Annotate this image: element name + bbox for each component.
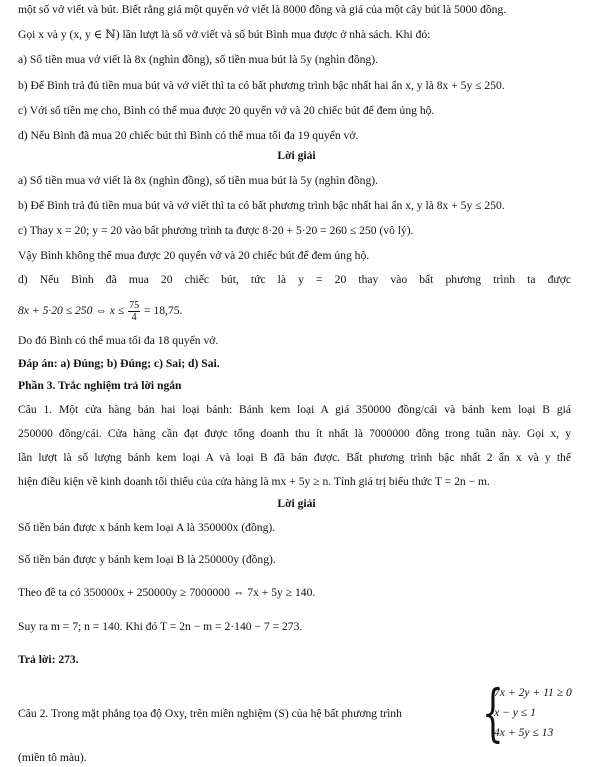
system-brace: { [482, 676, 504, 749]
solution-heading: Lời giải [277, 149, 316, 162]
text-line: a) Số tiền mua vở viết là 8x (nghìn đồng), số tiền mua bút là 5y (nghìn đồng). [18, 53, 379, 66]
text-line: một số vở viết và bút. Biết rằng giá một quyển vở viết là 8000 đồng và giá của một cây bút là 5000 đồng. [18, 3, 507, 16]
text-line: c) Với số tiền mẹ cho, Bình có thể mua được 20 quyển vở và 20 chiếc bút để đem ủng hộ. [18, 104, 435, 117]
text-line: Câu 1. Một cửa hàng bán hai loại bánh: Bánh kem loại A giá 350000 đồng/cái và bánh kem loại B giá [18, 403, 571, 416]
system-equation: x − y ≤ 1 [494, 706, 536, 719]
formula-fraction [128, 300, 140, 323]
text-line: b) Để Bình trả đủ tiền mua bút và vở viết thì ta có bất phương trình bậc nhất hai ẩn x, y là 8x + 5y ≤ 250. [18, 199, 505, 212]
text-line: Gọi x và y (x, y ∈ ℕ) lần lượt là số vở viết và số bút Bình mua được ở nhà sách. Khi đó: [18, 28, 431, 41]
text-line: d) Nếu Bình đã mua 20 chiếc bút, tức là y = 20 thay vào bất phương trình ta được [18, 273, 571, 286]
text-line: Do đó Bình có thể mua tối đa 18 quyển vở. [18, 334, 219, 347]
text-line: b) Để Bình trả đủ tiền mua bút và vở viết thì ta có bất phương trình bậc nhất hai ẩn x, y là 8x + 5y ≤ 250. [18, 79, 505, 92]
solution-heading: Lời giải [277, 497, 316, 510]
text-line: c) Thay x = 20; y = 20 vào bất phương trình ta được 8·20 + 5·20 = 260 ≤ 250 (vô lý). [18, 224, 414, 237]
system-equation: 7x + 2y + 11 ≥ 0 [494, 686, 572, 699]
text-line: Suy ra m = 7; n = 140. Khi đó T = 2n − m = 2·140 − 7 = 273. [18, 620, 303, 633]
text-line: lần lượt là số lượng bánh kem loại A và loại B đã bán được. Bất phương trình bậc nhất 2 ẩn x và y thể [18, 451, 571, 464]
text-line: hiện điều kiện về kinh doanh tối thiểu của cửa hàng là mx + 5y ≥ n. Tính giá trị biểu thức T = 2n − m. [18, 475, 490, 488]
answer-line: Trả lời: 273. [18, 653, 79, 666]
fraction-numerator: 75 [129, 299, 140, 311]
system-equation: 4x + 5y ≤ 13 [494, 726, 554, 739]
text-line: a) Số tiền mua vở viết là 8x (nghìn đồng), số tiền mua bút là 5y (nghìn đồng). [18, 174, 379, 187]
inequality-system [482, 676, 587, 749]
text-line: 250000 đồng/cái. Cửa hàng cần đạt được tổng doanh thu ít nhất là 7000000 đồng trong tuần này. Gọi x, y [18, 427, 571, 440]
text-line: Vậy Bình không thể mua được 20 quyển vở và 20 chiếc bút để đem ủng hộ. [18, 249, 370, 262]
fraction-denominator: 4 [131, 311, 137, 323]
section-heading: Phần 3. Trắc nghiệm trả lời ngắn [18, 379, 182, 392]
text-line: Số tiền bán được y bánh kem loại B là 250000y (đồng). [18, 553, 276, 566]
text-line: (miền tô màu). [18, 751, 87, 764]
text-line: Câu 2. Trong mặt phẳng tọa độ Oxy, trên miền nghiệm (S) của hệ bất phương trình [18, 707, 402, 720]
formula-d [18, 297, 182, 325]
formula-lhs: 8x + 5·20 ≤ 250 ⇔ x ≤ [18, 304, 125, 317]
text-line: d) Nếu Bình đã mua 20 chiếc bút thì Bình có thể mua tối đa 19 quyển vở. [18, 129, 359, 142]
formula-rhs: = 18,75. [144, 304, 183, 317]
text-line: Số tiền bán được x bánh kem loại A là 350000x (đồng). [18, 521, 276, 534]
text-line: Theo đề ta có 350000x + 250000y ≥ 7000000 ⇔ 7x + 5y ≥ 140. [18, 586, 316, 599]
answer-line: Đáp án: a) Đúng; b) Đúng; c) Sai; d) Sai. [18, 357, 220, 370]
